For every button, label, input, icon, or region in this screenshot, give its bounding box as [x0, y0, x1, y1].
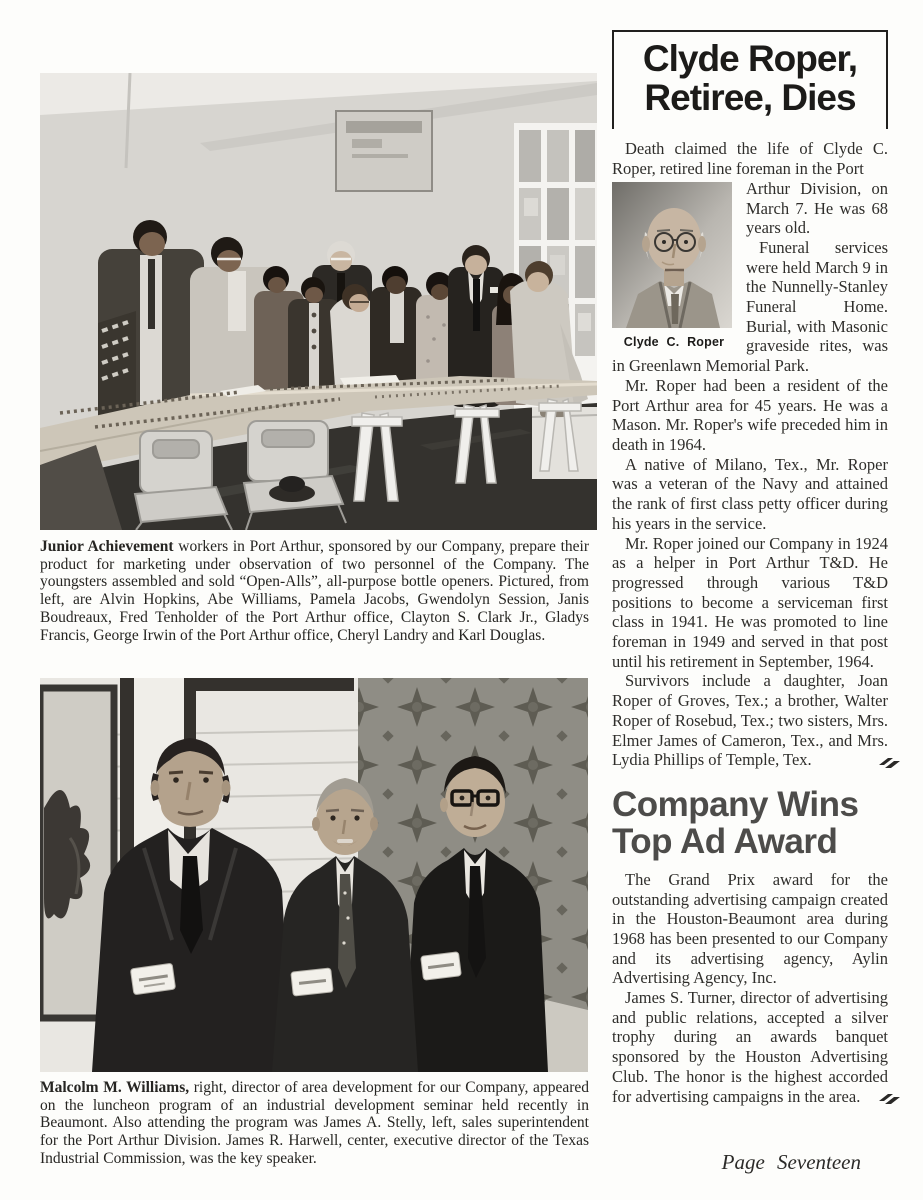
seminar-photo: [40, 678, 588, 1072]
ad-award-paragraph-grand-prix: The Grand Prix award for the outstanding advertising campaign created in the Houston-Beaumont area during 1968 has been presented to our Company and its advertising agency, Aylin Advertising Agency, Inc.: [612, 869, 888, 988]
right-column: [612, 30, 888, 1106]
williams-caption: [40, 1079, 589, 1168]
obituary-paragraph-intro: Death claimed the life of Clyde C. Roper, retired line foreman in the Port: [612, 139, 888, 179]
junior-achievement-photo-art: [40, 73, 597, 530]
caption-body: right, director of area development for our Company, appeared on the luncheon program of an industrial development seminar held recently in Beaumont. Also attending the program was James A. Stelly, left, sales superintendent for the Port Arthur Division. James R. Harwell, center, executive director of the Texas Industrial Commission, was the key speaker.: [40, 1079, 589, 1167]
end-of-article-dingbat-icon: [866, 1090, 888, 1103]
roper-portrait-photo: [612, 182, 732, 328]
page-number: Page Seventeen: [721, 1150, 861, 1174]
obituary-headline: [618, 39, 882, 117]
obituary-paragraph-native: A native of Milano, Tex., Mr. Roper was a veteran of the Navy and attained the rank of first class petty officer during his years in the service.: [612, 454, 888, 533]
ad-award-article: [612, 870, 888, 1106]
caption-lead: Junior Achievement: [40, 538, 174, 555]
roper-portrait-caption: Clyde C. Roper: [623, 334, 725, 349]
obituary-paragraph-resident: Mr. Roper had been a resident of the Port Arthur area for 45 years. He was a Mason. Mr. Roper's wife preceded him in death in 1964.: [612, 375, 888, 454]
roper-portrait-figure: [612, 182, 736, 353]
obituary-paragraph-survivors: Survivors include a daughter, Joan Roper of Groves, Tex.; a brother, Walter Roper of Rosebud, Tex.; two sisters, Mrs. Elmer James of Cameron, Tex., and Mrs. Lydia Phillips of Temple, Tex.: [612, 671, 888, 770]
obituary-article: [612, 139, 888, 770]
caption-body: workers in Port Arthur, sponsored by our Company, prepare their product for marketing under observation of two personnel of the Company. The youngsters assembled and sold “Open-Alls”, all-purpose bottle openers. Pictured, from left, are Alvin Hopkins, Abe Williams, Pamela Jacobs, Gwendolyn Session, Janis Boudreaux, Fred Tenholder of the Port Arthur office, Clayton S. Clark Jr., Gladys Francis, George Irwin of the Port Arthur office, Cheryl Landry and Karl Douglas.: [40, 538, 589, 644]
obituary-headline-line2: Retiree, Dies: [644, 77, 856, 119]
roper-portrait-art: [612, 182, 732, 328]
ad-award-headline-line2: Top Ad Award: [612, 822, 838, 862]
ad-award-headline-line1: Company Wins: [612, 784, 859, 824]
obituary-headline-box: [612, 30, 888, 129]
obituary-paragraph-career: Mr. Roper joined our Company in 1924 as a helper in Port Arthur T&D. He progressed through various T&D positions to become a serviceman first class in 1941. He was promoted to line foreman in 1949 and served in that post until his retirement in September, 1964.: [612, 533, 888, 671]
obituary-headline-line1: Clyde Roper,: [642, 38, 858, 79]
obituary-paragraph-funeral: Funeral services were held March 9 in the Nunnelly-Stanley Funeral Home. Burial, with Masonic graveside rites, was in Greenlawn Memorial Park.: [612, 237, 888, 376]
obituary-paragraph-intro-cont: Arthur Division, on March 7. He was 68 years old.: [746, 178, 888, 238]
ad-award-paragraph-turner: James S. Turner, director of advertising and public relations, accepted a silver trophy during an awards banquet sponsored by the Houston Advertising Club. The honor is the highest accorded for advertising campaigns in the area.: [612, 988, 888, 1106]
caption-lead: Malcolm M. Williams,: [40, 1079, 190, 1096]
junior-achievement-caption: [40, 538, 589, 644]
ad-award-headline: [612, 786, 888, 861]
end-of-article-dingbat-icon: [866, 754, 888, 767]
junior-achievement-photo: [40, 73, 597, 530]
seminar-photo-art: [40, 678, 588, 1072]
